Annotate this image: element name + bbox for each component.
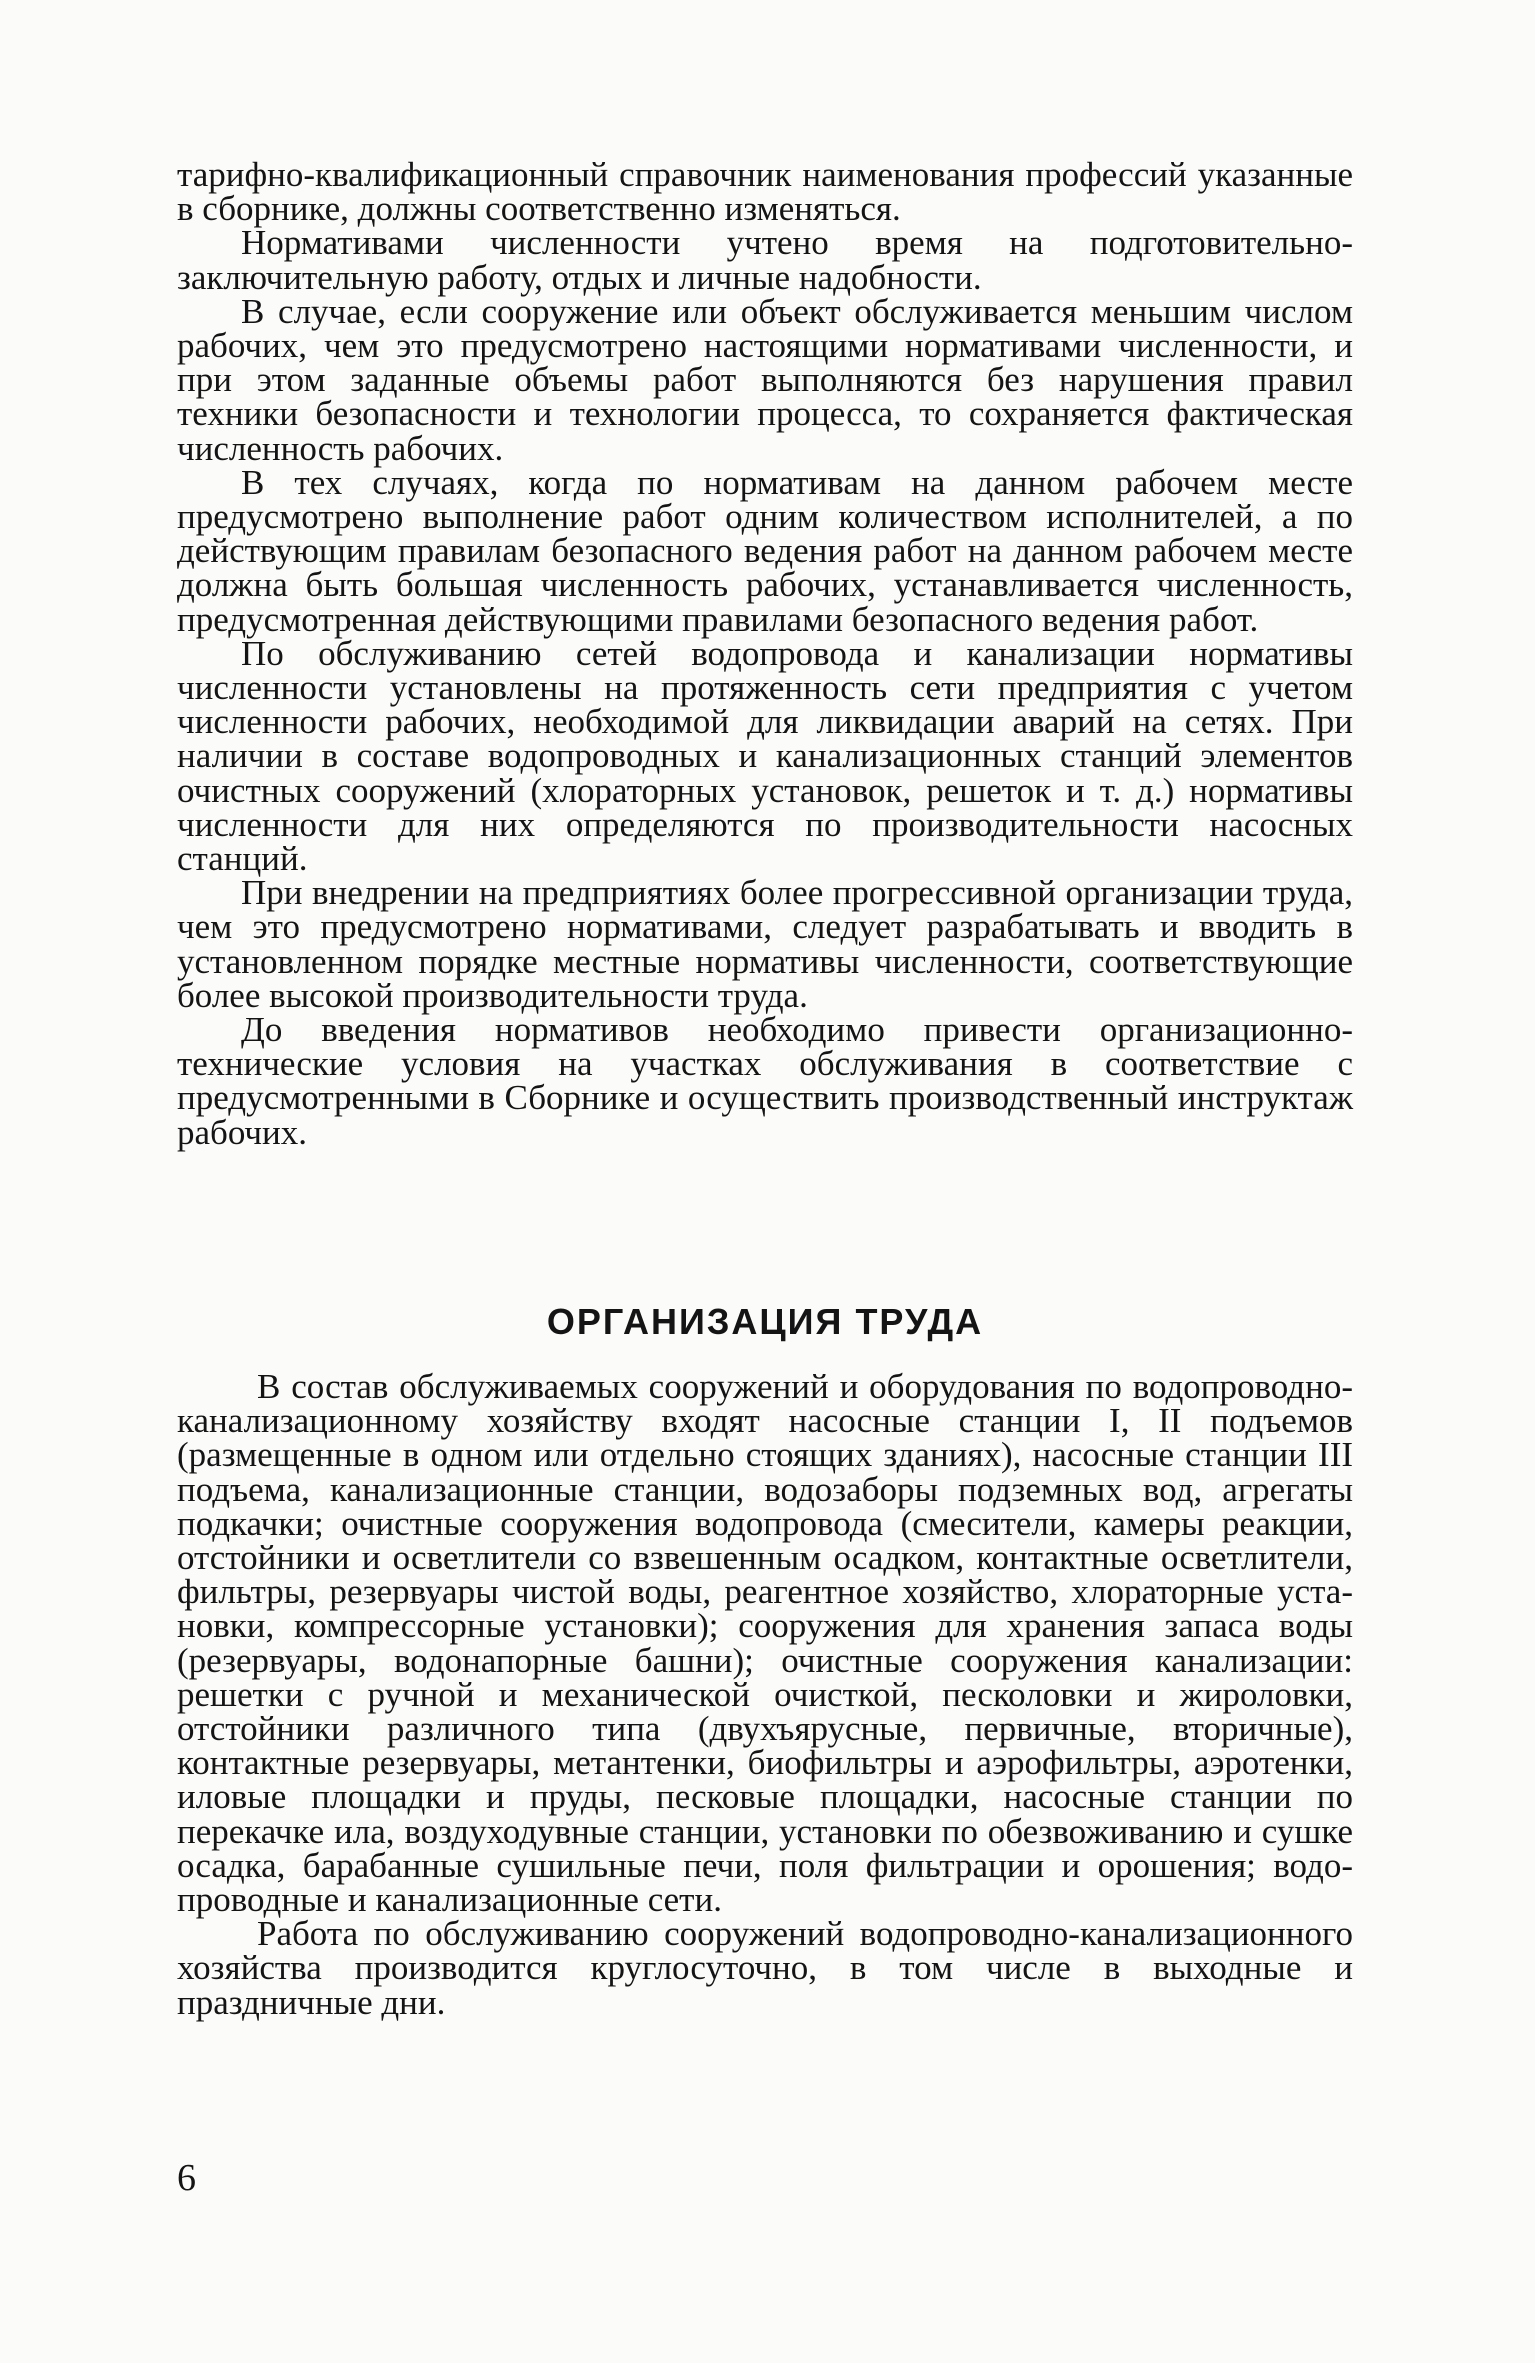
section-title: ОРГАНИЗАЦИЯ ТРУДА xyxy=(546,1301,984,1342)
body-text-top xyxy=(177,155,1353,1152)
paragraph-network-service: По обслуживанию сетей водопровода и канализации нормативы численности установлены на протяженность сети предприятия с учетом численности рабочих, необходимой для ликвидации аварий на сетях. При наличии в составе водопроводных и канализационных станций элементов очистных сооружений (хлораторных установок, решеток и т. д.) нормативы численности для них определяются по производительности насосных станций. xyxy=(177,633,1353,879)
paragraph-before-introduction: До введения нормативов необходимо привести организационно-технические условия на участках обслуживания в соответствие с предусмотренными в Сборнике и осуществить производственный инструктаж рабочих. xyxy=(177,1010,1353,1152)
paragraph-round-the-clock: Работа по обслуживанию сооружений водопроводно-канализационного хозяйства производится круглосуточно, в том числе в выходные и праздничные дни. xyxy=(177,1914,1353,2022)
paragraph-facilities-list: В состав обслуживаемых сооружений и оборудования по водопроводно-канализационному хозяйству входят насосные станции I, II подъемов (размещенные в одном или отдельно стоящих зданиях), насосные станции III подъема, канализационные станции, водозаборы подземных вод, агрегаты подкачки; очистные сооружения водопровода (смесители, камеры реакции, отстойники и осветлители со взвешенным осадком, контактные осветлители, фильтры, резервуары чистой воды, реагентное хозяйство, хлораторные установки, компрессорные установки); сооружения для хранения запаса воды (резервуары, водонапорные башни); очистные сооружения канализации: решетки с ручной и механической очисткой, песколовки и жироловки, отстойники различного типа (двухъярусные, первичные, вторичные), контактные резервуары, метантенки, биофильтры и аэрофильтры, аэротенки, иловые площадки и пруды, песковые площадки, насосные станции по перекачке ила, воздуходувные станции, установки по обезвоживанию и сушке осадка, барабанные сушильные печи, поля фильтрации и орошения; водопроводные и канализационные сети. xyxy=(177,1367,1353,1920)
paragraph-progressive-organization: При внедрении на предприятиях более прогрессивной организации труда, чем это предусмотрено нормативами, следует разрабатывать и вводить в установленном порядке местные нормативы численности, соответствующие более высокой производительности труда. xyxy=(177,873,1353,1015)
paragraph-continuation: тарифно-квалификационный справочник наименования профессий указанные в сборнике, должны соответственно изменяться. xyxy=(177,155,1353,229)
paragraph-norms-time: Нормативами численности учтено время на подготовительно-заключительную работу, отдых и личные надобности. xyxy=(177,223,1353,297)
paragraph-safety-rules: В тех случаях, когда по нормативам на данном рабочем месте предусмотрено выполнение работ одним количеством исполнителей, а по действующим правилам безопасного ведения работ на данном рабочем месте должна быть большая численность рабочих, устанавливается численность, предусмотренная действующими правилами безопасного ведения работ. xyxy=(177,462,1353,639)
paragraph-fewer-workers: В случае, если сооружение или объект обслуживается меньшим числом рабочих, чем это предусмотрено настоящими нормативами численности, и при этом заданные объемы работ выполняются без нарушения правил техники безопасности и технологии процесса, то сохраняется фактическая численность рабочих. xyxy=(177,291,1353,468)
page-number: 6 xyxy=(177,2157,196,2199)
body-text-bottom xyxy=(177,1367,1353,2022)
